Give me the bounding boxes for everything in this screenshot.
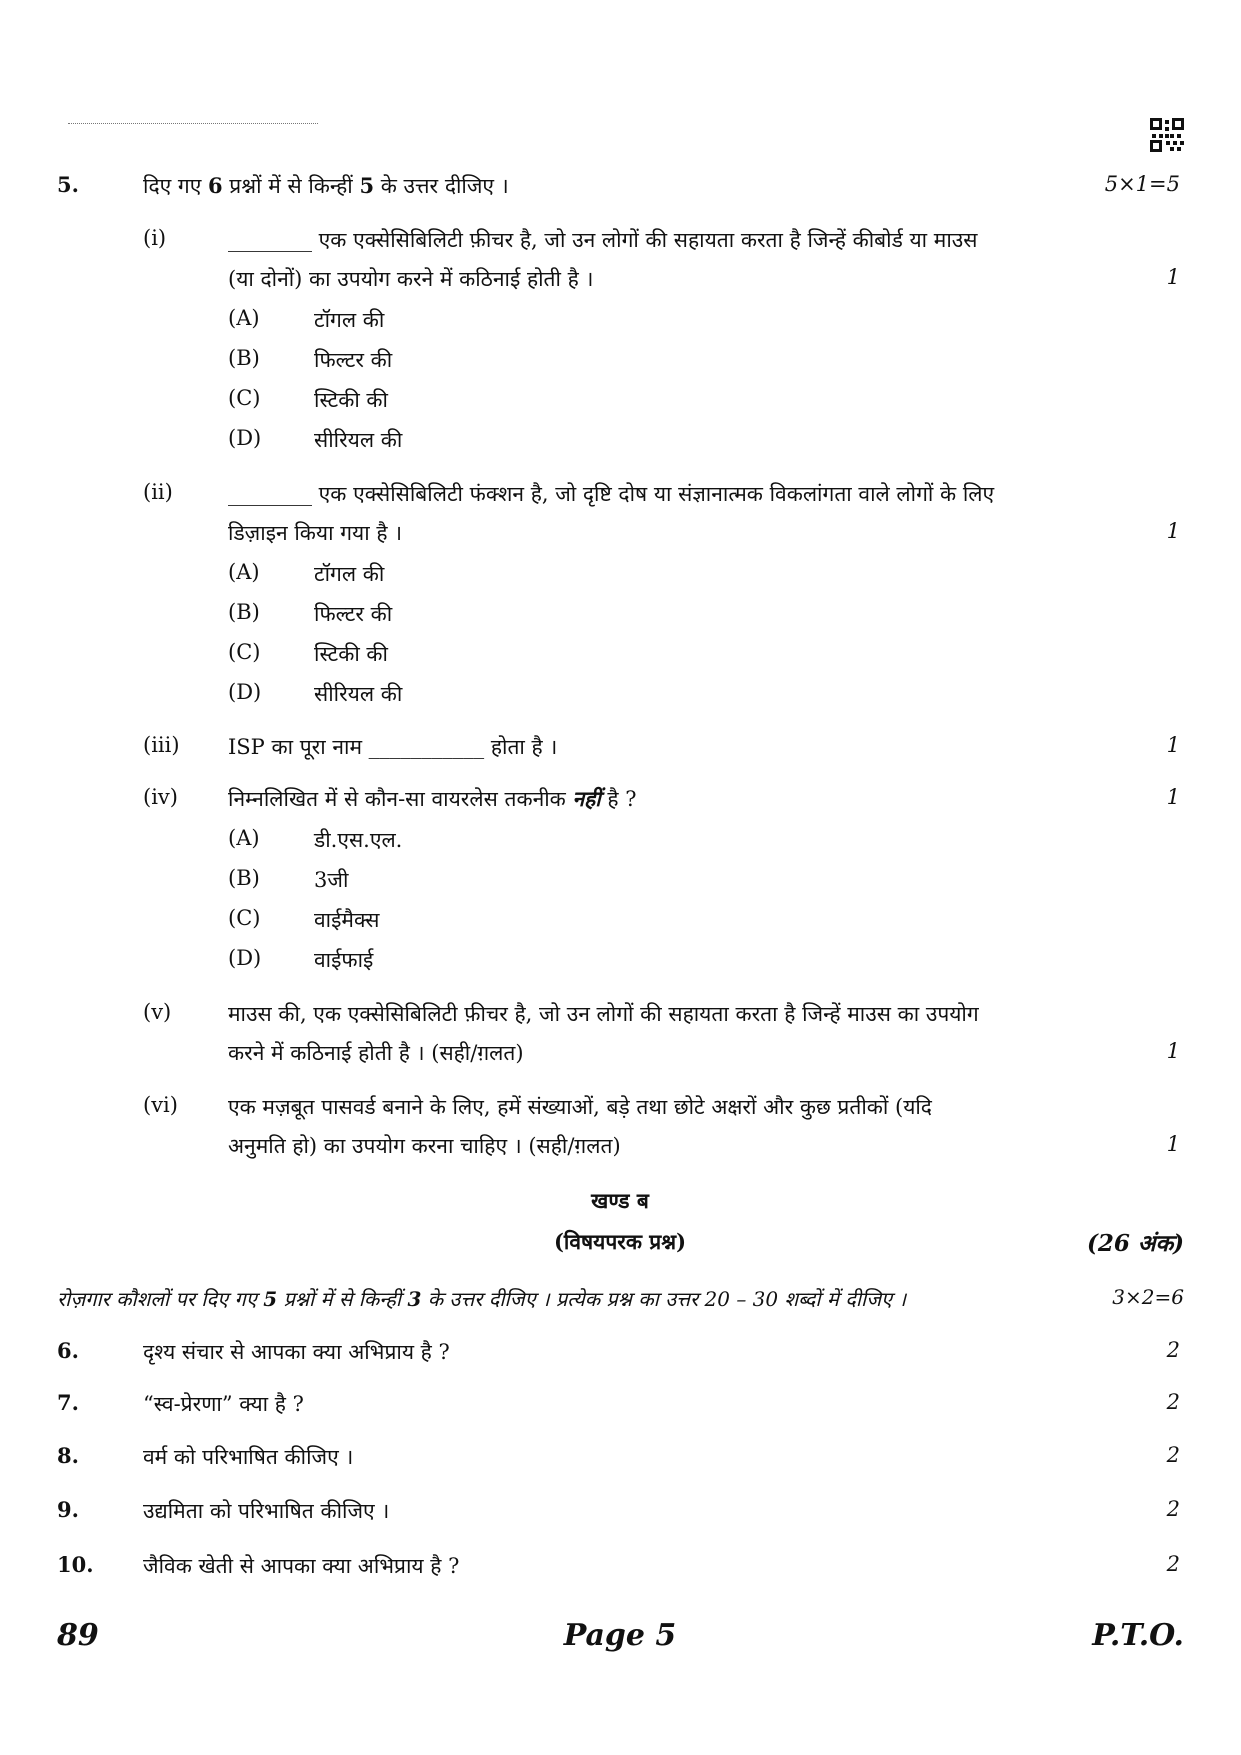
- q5-vi-line2: अनुमति हो) का उपयोग करना चाहिए । (सही/ग़लत): [228, 1134, 621, 1158]
- q5-vi-label: (vi): [143, 1093, 178, 1117]
- q10-number: 10.: [57, 1552, 94, 1577]
- q9-marks: 2: [1166, 1497, 1180, 1521]
- q5-vi-line1: एक मज़बूत पासवर्ड बनाने के लिए, हमें संख्याओं, बड़े तथा छोटे अक्षरों और कुछ प्रतीकों (यदि: [228, 1095, 932, 1119]
- section-b-instruction-marks: 3×2=6: [1112, 1285, 1184, 1309]
- q5-ii-marks: 1: [1166, 519, 1180, 543]
- q5-v-label: (v): [143, 1000, 172, 1024]
- q8-marks: 2: [1166, 1443, 1180, 1467]
- q5-iii-marks: 1: [1166, 733, 1180, 757]
- q5-ii-label: (ii): [143, 480, 173, 504]
- header-rule: [68, 123, 318, 126]
- q8-text: वर्म को परिभाषित कीजिए ।: [143, 1445, 354, 1469]
- q5-i-opt-d-label: (D): [228, 426, 262, 450]
- qr-code-icon: [1150, 118, 1184, 152]
- q5-iv-opt-a-text: डी.एस.एल.: [314, 828, 403, 852]
- q5-ii-opt-b-text: फिल्टर की: [314, 602, 393, 626]
- q5-i-marks: 1: [1166, 265, 1180, 289]
- q5-iii-label: (iii): [143, 733, 180, 757]
- q5-i-opt-d-text: सीरियल की: [314, 428, 403, 452]
- section-b-subtitle: (विषयपरक प्रश्न): [553, 1229, 687, 1254]
- q5-ii-opt-a-label: (A): [228, 560, 260, 584]
- q5-i-line2: (या दोनों) का उपयोग करने में कठिनाई होती है ।: [228, 267, 594, 291]
- q5-ii-opt-b-label: (B): [228, 600, 260, 624]
- q9-number: 9.: [57, 1497, 79, 1522]
- q5-ii-line1: ________ एक एक्सेसिबिलिटी फंक्शन है, जो दृष्टि दोष या संज्ञानात्मक विकलांगता वाले लोगों के लिए: [228, 482, 995, 506]
- q5-iv-opt-c-label: (C): [228, 906, 261, 930]
- q5-iv-opt-c-text: वाईमैक्स: [314, 908, 380, 932]
- q5-i-opt-c-text: स्टिकी की: [314, 388, 389, 412]
- q7-number: 7.: [57, 1390, 79, 1415]
- q5-v-marks: 1: [1166, 1039, 1180, 1063]
- q5-iv-marks: 1: [1166, 785, 1180, 809]
- footer-code: 89: [57, 1618, 99, 1653]
- q5-i-line1: ________ एक एक्सेसिबिलिटी फ़ीचर है, जो उन लोगों की सहायता करता है जिन्हें कीबोर्ड या माउस: [228, 228, 978, 252]
- q5-ii-opt-c-text: स्टिकी की: [314, 642, 389, 666]
- q5-iv-opt-b-text: 3जी: [314, 868, 349, 892]
- q5-text: दिए गए 6 प्रश्नों में से किन्हीं 5 के उत्तर दीजिए ।: [143, 173, 509, 198]
- q6-marks: 2: [1166, 1338, 1180, 1362]
- q6-number: 6.: [57, 1338, 79, 1363]
- q5-marks: 5×1=5: [1104, 172, 1180, 196]
- q5-number: 5.: [57, 172, 79, 197]
- q10-text: जैविक खेती से आपका क्या अभिप्राय है ?: [143, 1554, 460, 1578]
- q5-iv-opt-d-text: वाईफाई: [314, 948, 374, 972]
- q10-marks: 2: [1166, 1552, 1180, 1576]
- q5-v-line2: करने में कठिनाई होती है । (सही/ग़लत): [228, 1041, 524, 1065]
- q5-i-opt-a-text: टॉगल की: [314, 308, 385, 332]
- q9-text: उद्यमिता को परिभाषित कीजिए ।: [143, 1499, 390, 1523]
- q5-iv-opt-d-label: (D): [228, 946, 262, 970]
- q5-i-opt-b-text: फिल्टर की: [314, 348, 393, 372]
- q5-i-opt-a-label: (A): [228, 306, 260, 330]
- q5-i-opt-b-label: (B): [228, 346, 260, 370]
- q5-vi-marks: 1: [1166, 1132, 1180, 1156]
- q7-text: “स्व-प्रेरणा” क्या है ?: [143, 1392, 304, 1416]
- section-b-marks: (26 अंक): [1086, 1230, 1184, 1257]
- q5-iv-label: (iv): [143, 785, 178, 809]
- q5-v-line1: माउस की, एक एक्सेसिबिलिटी फ़ीचर है, जो उन लोगों की सहायता करता है जिन्हें माउस का उपयोग: [228, 1002, 979, 1026]
- footer-pto: P.T.O.: [1092, 1618, 1184, 1653]
- section-b-instruction: रोज़गार कौशलों पर दिए गए 5 प्रश्नों में से किन्हीं 3 के उत्तर दीजिए । प्रत्येक प्रश्न का उत्तर 20 – 30 शब्दों में दीजिए ।: [57, 1287, 907, 1311]
- q5-ii-opt-c-label: (C): [228, 640, 261, 664]
- section-b-title: खण्ड ब: [591, 1188, 649, 1213]
- q5-iv-line1: निम्नलिखित में से कौन-सा वायरलेस तकनीक नहीं है ?: [228, 786, 637, 811]
- q7-marks: 2: [1166, 1390, 1180, 1414]
- q5-i-opt-c-label: (C): [228, 386, 261, 410]
- q5-i-label: (i): [143, 226, 167, 250]
- q5-iv-opt-b-label: (B): [228, 866, 260, 890]
- q5-ii-opt-d-label: (D): [228, 680, 262, 704]
- footer-page: Page 5: [563, 1618, 677, 1653]
- q5-ii-opt-a-text: टॉगल की: [314, 562, 385, 586]
- q5-iv-opt-a-label: (A): [228, 826, 260, 850]
- q6-text: दृश्य संचार से आपका क्या अभिप्राय है ?: [143, 1340, 450, 1364]
- q5-ii-line2: डिज़ाइन किया गया है ।: [228, 521, 403, 545]
- q5-iii-line1: ISP का पूरा नाम ___________ होता है ।: [228, 735, 558, 759]
- q8-number: 8.: [57, 1443, 79, 1468]
- q5-ii-opt-d-text: सीरियल की: [314, 682, 403, 706]
